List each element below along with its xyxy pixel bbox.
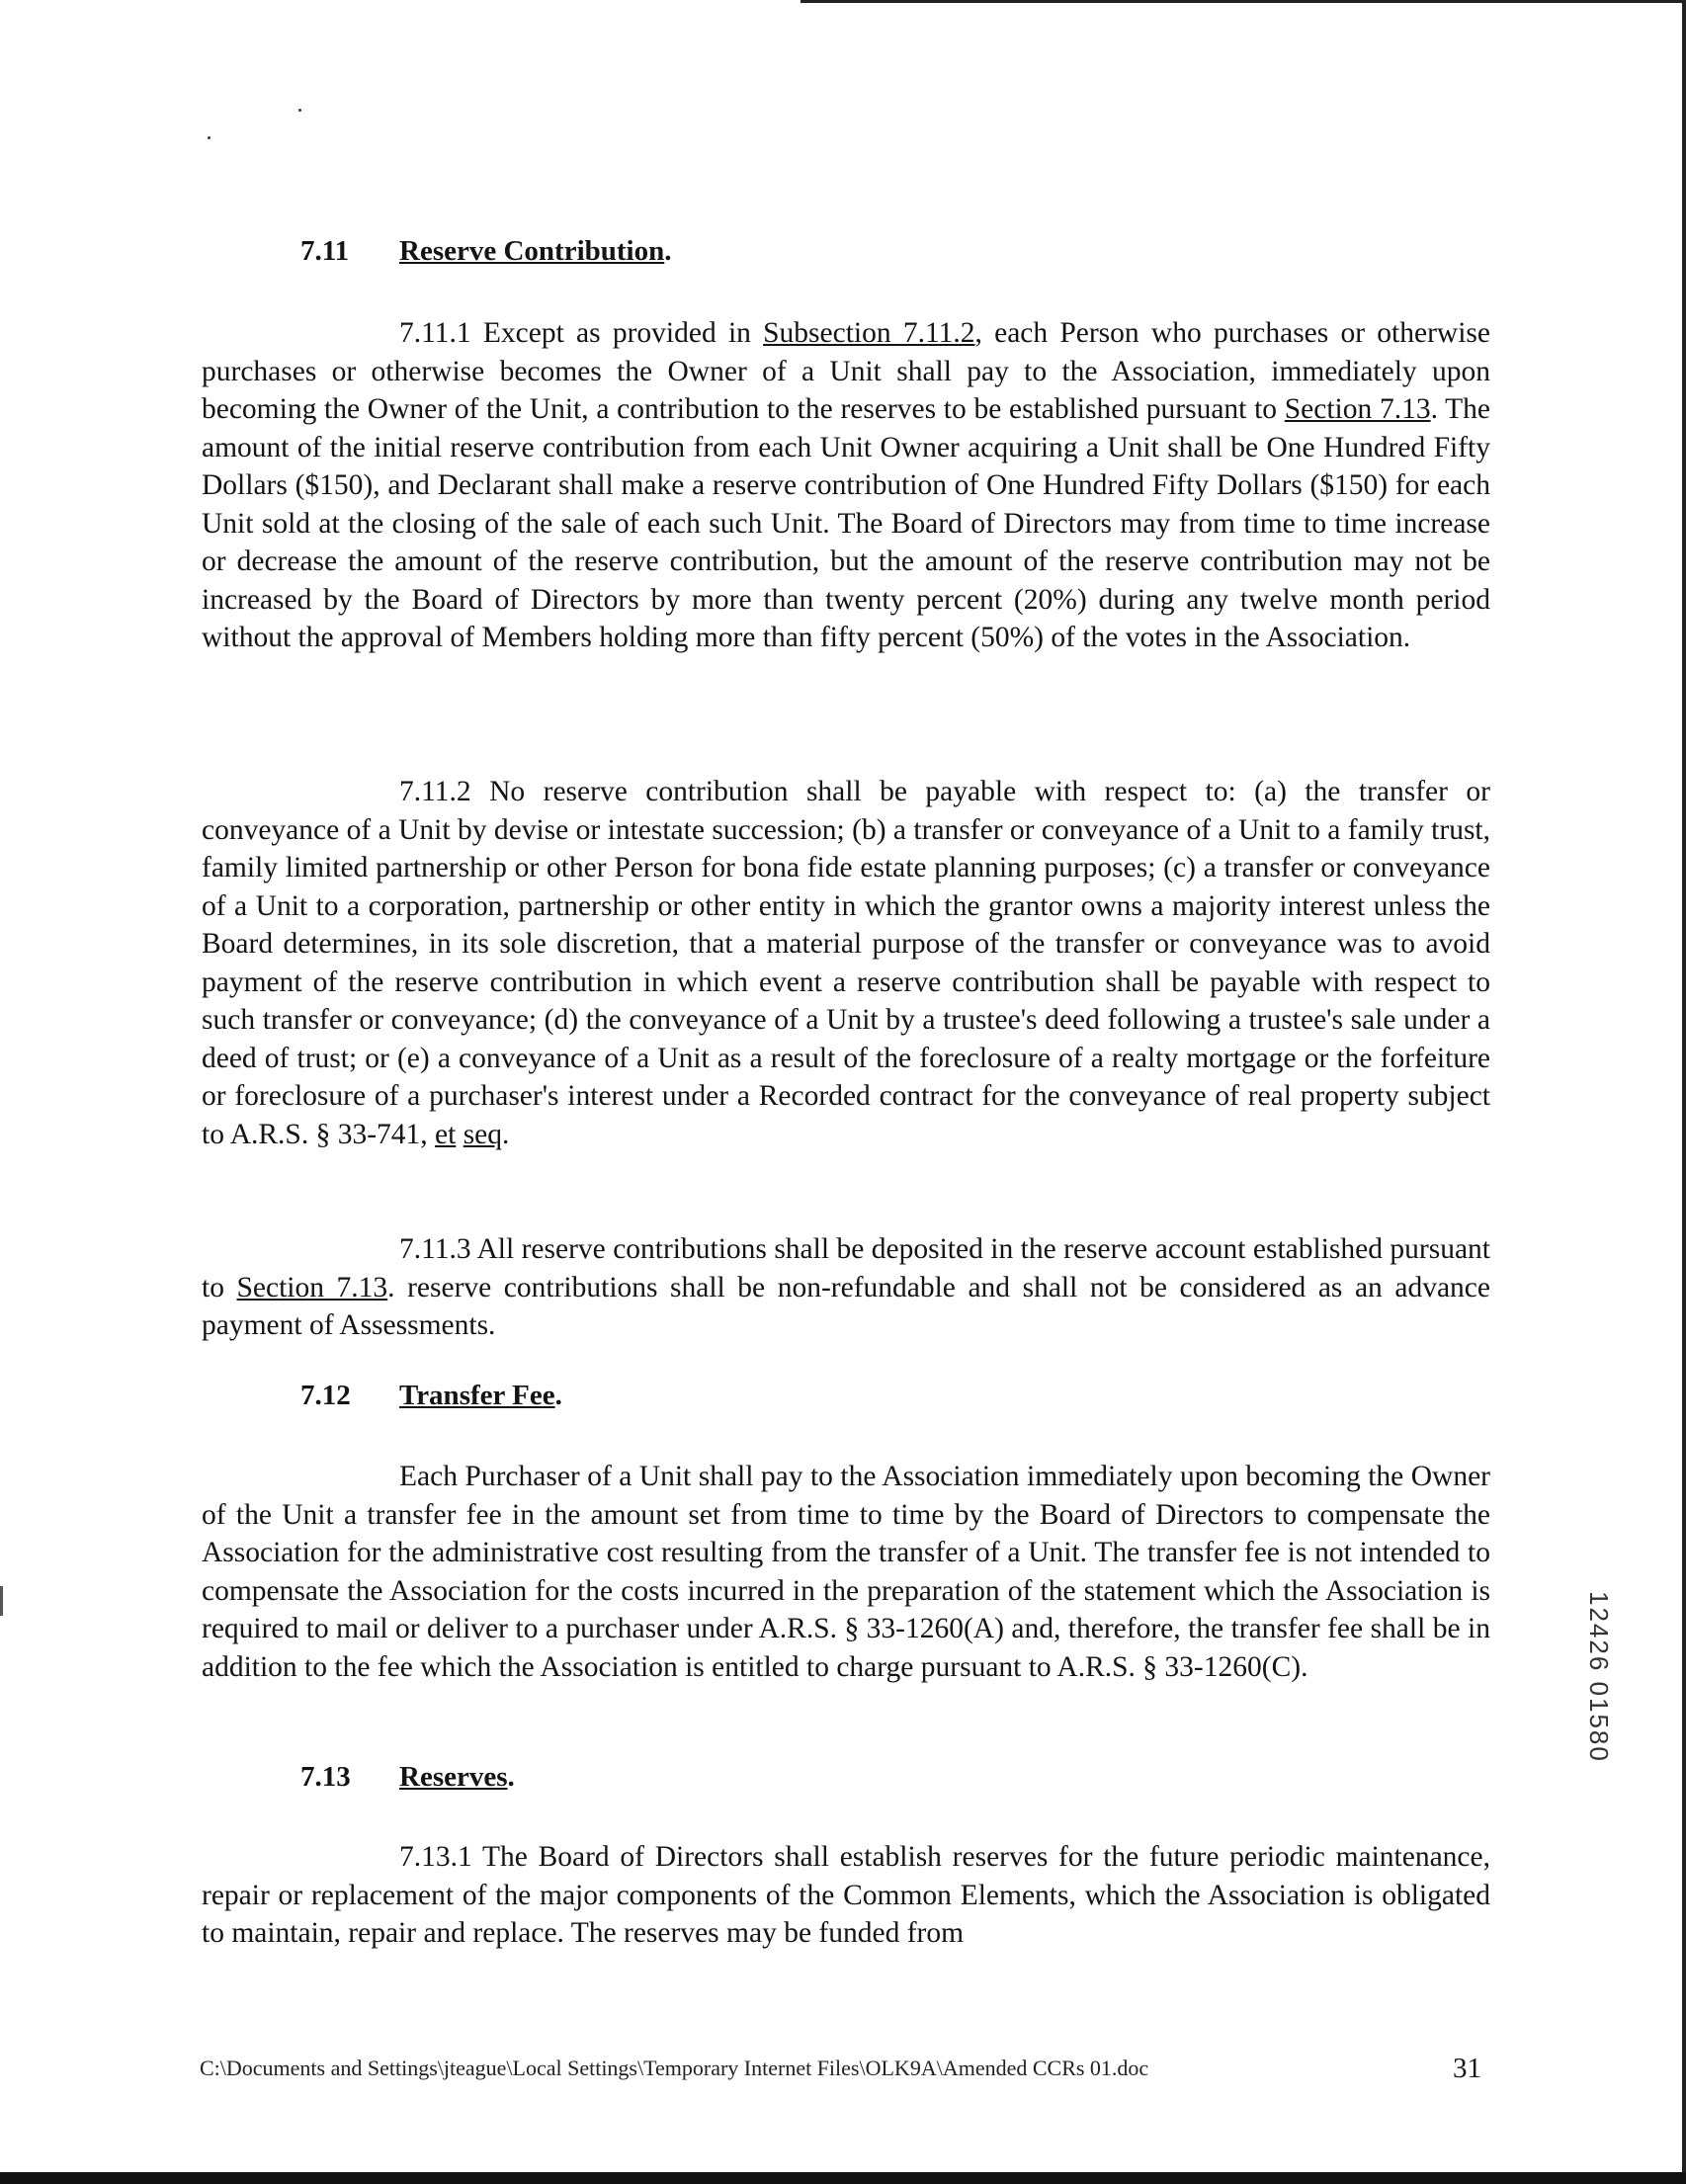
scan-speck xyxy=(298,109,301,112)
paragraph-7-13-1: 7.13.1 The Board of Directors shall establish reserves for the future periodic maintenance, repair or replacement of the major components of the Common Elements, which the Association is obligated to maintain, repair and replace. The reserves may be funded from xyxy=(202,1841,1490,1949)
scan-edge-mark xyxy=(0,1586,3,1616)
section-reference: Section 7.13 xyxy=(236,1271,388,1303)
latin-seq: seq xyxy=(463,1118,503,1150)
paragraph-7-11-2: 7.11.2 No reserve contribution shall be payable with respect to: (a) the transfer or conveyance of a Unit by devise or intestate succession; (b) a transfer or conveyance of a Unit to a family trust, family limited partnership or other Person for bona fide estate planning purposes; (c) a transfer or conveyance of a Unit to a corporation, partnership or other entity in which the grantor owns a majority interest unless the Board determines, in its sole discretion, that a material purpose of the transfer or conveyance was to avoid payment of the reserve contribution in which event a reserve contribution shall be payable with respect to such transfer or conveyance; (d) the conveyance of a Unit by a trustee's deed following a trustee's sale under a deed of trust; or (e) a conveyance of a Unit as a result of the foreclosure of a realty mortgage or the forfeiture or foreclosure of a purchaser's interest under a Recorded contract for the conveyance of real property subject to A.R.S. § 33-741, et seq. xyxy=(202,776,1490,1150)
section-7-12-heading: 7.12 Transfer Fee. xyxy=(300,1380,562,1411)
footer-file-path: C:\Documents and Settings\jteague\Local Settings\Temporary Internet Files\OLK9A\Amended CCRs 01.doc xyxy=(200,2056,1149,2080)
paragraph-7-11-3: 7.11.3 All reserve contributions shall be deposited in the reserve account established pursuant to Section 7.13. reserve contributions shall be non-refundable and shall not be considered as an advance payment of Assessments. xyxy=(202,1233,1490,1341)
scan-border-top xyxy=(801,0,1686,3)
latin-et: et xyxy=(435,1118,457,1150)
section-number: 7.12 xyxy=(300,1380,351,1411)
section-title: Reserve Contribution xyxy=(399,235,665,267)
scan-speck xyxy=(208,136,211,139)
recording-stamp: 12426 01580 xyxy=(1584,1591,1614,1763)
section-number: 7.11 xyxy=(300,235,350,267)
scan-border-bottom xyxy=(0,2172,1686,2184)
section-title: Reserves xyxy=(399,1761,508,1793)
section-reference: Section 7.13 xyxy=(1284,393,1431,425)
section-7-11-heading: 7.11 Reserve Contribution. xyxy=(300,235,672,267)
section-title: Transfer Fee xyxy=(399,1380,555,1411)
page-number: 31 xyxy=(1453,2053,1481,2084)
paragraph-7-11-1: 7.11.1 Except as provided in Subsection 7.11.2, each Person who purchases or otherwise purchases or otherwise becomes the Owner of a Unit shall pay to the Association, immediately upon becoming the Owner of the Unit, a contribution to the reserves to be established pursuant to Section 7.13. The amount of the initial reserve contribution from each Unit Owner acquiring a Unit shall be One Hundred Fifty Dollars ($150), and Declarant shall make a reserve contribution of One Hundred Fifty Dollars ($150) for each Unit sold at the closing of the sale of each such Unit. The Board of Directors may from time to time increase or decrease the amount of the reserve contribution, but the amount of the reserve contribution may not be increased by the Board of Directors by more than twenty percent (20%) during any twelve month period without the approval of Members holding more than fifty percent (50%) of the votes in the Association. xyxy=(202,317,1490,653)
section-number: 7.13 xyxy=(300,1761,351,1793)
paragraph-7-12: Each Purchaser of a Unit shall pay to the Association immediately upon becoming the Owner of the Unit a transfer fee in the amount set from time to time by the Board of Directors to compensate the Association for the administrative cost resulting from the transfer of a Unit. The transfer fee is not intended to compensate the Association for the costs incurred in the preparation of the statement which the Association is required to mail or deliver to a purchaser under A.R.S. § 33-1260(A) and, therefore, the transfer fee shall be in addition to the fee which the Association is entitled to charge pursuant to A.R.S. § 33-1260(C). xyxy=(202,1461,1490,1683)
scan-border-right xyxy=(1682,0,1686,2184)
subsection-reference: Subsection 7.11.2 xyxy=(763,317,975,349)
section-7-13-heading: 7.13 Reserves. xyxy=(300,1761,515,1793)
